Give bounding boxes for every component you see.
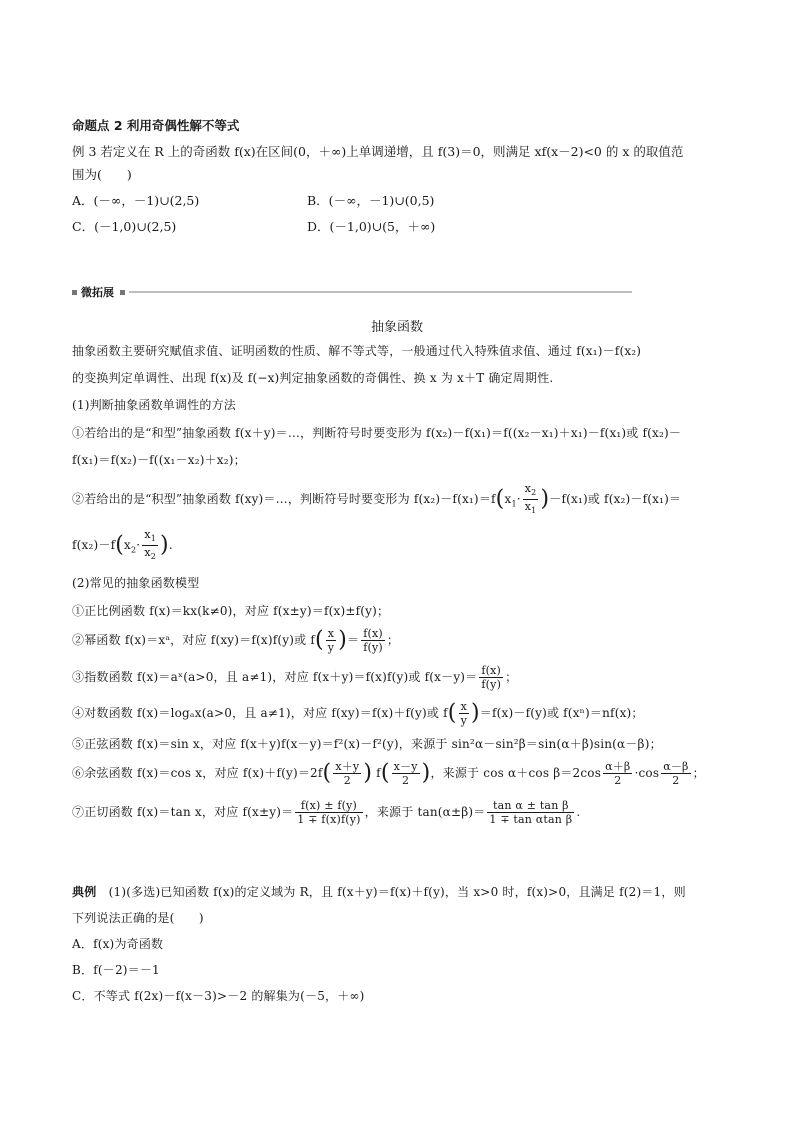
model-1: ①正比例函数 f(x)＝kx(k≠0)，对应 f(x±y)＝f(x)±f(y)； [72,604,390,619]
model-6: ⑥余弦函数 f(x)＝cos x，对应 f(x)＋f(y)＝2f( $\frac{x+y}{2}$ ) f( $\frac{x-y}{2}$ )，来源于 cos α＋cos β＝2cos $\frac{\alpha+\beta}{2}$ ·cos $\frac{\alpha-\beta}{2}$ ； [72,760,705,788]
model-4: ④对数函数 f(x)＝logₐx(a>0，且 a≠1)，对应 f(xy)＝f(x)＋f(y)或 f( $\frac{x}{y}$ )＝f(x)－f(y)或 f(xⁿ)＝nf(x)； [72,699,644,727]
topic-heading: 命题点 2 利用奇偶性解不等式 [72,118,240,133]
part2-title: (2)常见的抽象函数模型 [72,576,200,591]
typical-option-b: B．f(－2)＝－1 [72,963,160,977]
typical-line-2: 下列说法正确的是( ) [72,911,204,925]
fraction-fx-fy: $\frac{f(x)}{f(y)}$ [363,627,383,655]
model-3: ③指数函数 f(x)＝aˣ(a>0，且 a≠1)，对应 f(x＋y)＝f(x)f(y)或 f(x－y)＝ $\frac{f(x)}{f(y)}$ ； [72,663,518,691]
intro-line-1: 抽象函数主要研究赋值求值、证明函数的性质、解不等式等，一般通过代入特殊值求值、通过 f(x₁)－f(x₂) [72,344,642,358]
model-2: ②幂函数 f(x)＝xᵃ，对应 f(xy)＝f(x)f(y)或 f( $\frac{x}{y}$ )＝ $\frac{f(x)}{f(y)}$ ； [72,627,400,655]
topic-block [72,118,724,235]
fraction-x-y: $\frac{x}{y}$ [327,627,335,655]
method1-line-1: ①若给出的是“和型”抽象函数 f(x＋y)＝…，判断符号时要变形为 f(x₂)－f(x₁)＝f((x₂－x₁)＋x₁)－f(x₁)或 f(x₂)－ [72,426,682,440]
paren-right: ) [540,486,550,512]
section-bar [72,286,632,298]
typical-example [72,884,724,1004]
option-c: C．(－1,0)∪(2,5) [72,219,177,234]
option-d: D．(－1,0)∪(5，＋∞) [307,219,436,234]
option-a: A．(－∞，－1)∪(2,5) [72,193,200,208]
dot: · [516,492,521,507]
section-label: 微拓展 [81,286,114,299]
method2-line-1 [72,482,724,520]
section-divider [129,291,632,293]
paren-left: ( [495,486,505,512]
typical-option-c: C．不等式 f(2x)－f(x－3)>－2 的解集为(－5，＋∞) [72,989,365,1003]
method1-line-2: f(x₁)＝f(x₂)－f((x₁－x₂)＋x₂)； [72,453,246,467]
part1-title: (1)判断抽象函数单调性的方法 [72,398,236,412]
options-row-2 [72,217,724,235]
method2-line-2: $f(x_2)-f(x_2\cdot$ $\frac{x_1}{x_2}$ ). [72,527,173,561]
sub-1: 1 [511,499,517,509]
example-line-2: 围为( ) [72,167,132,182]
square-bullet-icon [72,290,77,295]
method2-text-a: ②若给出的是“积型”抽象函数 f(xy)＝…，判断符号时要变形为 f(x₂)－f(x₁)＝f [72,492,496,507]
method2-text-c: f(x₂)－f [72,537,116,552]
model-5: ⑤正弦函数 f(x)＝sin x，对应 f(x＋y)f(x－y)＝f²(x)－f²(y)，来源于 sin²α－sin²β＝sin(α＋β)sin(α－β)； [72,737,662,752]
fraction-x1-x2: $\frac{x_1}{x_2}$ [144,527,157,561]
var-x: x [504,492,512,507]
model-7: ⑦正切函数 f(x)＝tan x，对应 f(x±y)＝ $\frac{f(x) \pm f(y)}{1 \mp f(x)f(y)}$ ，来源于 tan(α±β)＝ $\frac{\text{tan α ± tan β}}{\text{1 ∓ tan αtan β}}$ . [72,798,581,826]
typical-line-1: 典例 (1)(多选)已知函数 f(x)的定义域为 R，且 f(x＋y)＝f(x)＋f(y)，当 x>0 时，f(x)>0，且满足 f(2)＝1，则 [72,885,686,899]
abstract-body [72,343,724,827]
abstract-title: 抽象函数 [370,320,423,335]
options-row-1 [72,191,724,209]
typical-option-a: A．f(x)为奇函数 [72,937,164,951]
fraction-x2-x1: $\frac{x_2}{x_1}$ [524,482,537,516]
option-b: B．(－∞，－1)∪(0,5) [307,193,435,208]
example-line-1: 例 3 若定义在 R 上的奇函数 f(x)在区间(0，＋∞)上单调递增，且 f(3)＝0，则满足 xf(x－2)<0 的 x 的取值范 [72,144,684,159]
intro-line-2: 的变换判定单调性、出现 f(x)及 f(−x)判定抽象函数的奇偶性、换 x 为 x＋T 确定周期性. [72,371,554,385]
method2-text-b: －f(x₁)或 f(x₂)－f(x₁)＝ [549,492,682,507]
square-bullet-icon [120,290,125,295]
typical-label: 典例 [72,885,97,899]
